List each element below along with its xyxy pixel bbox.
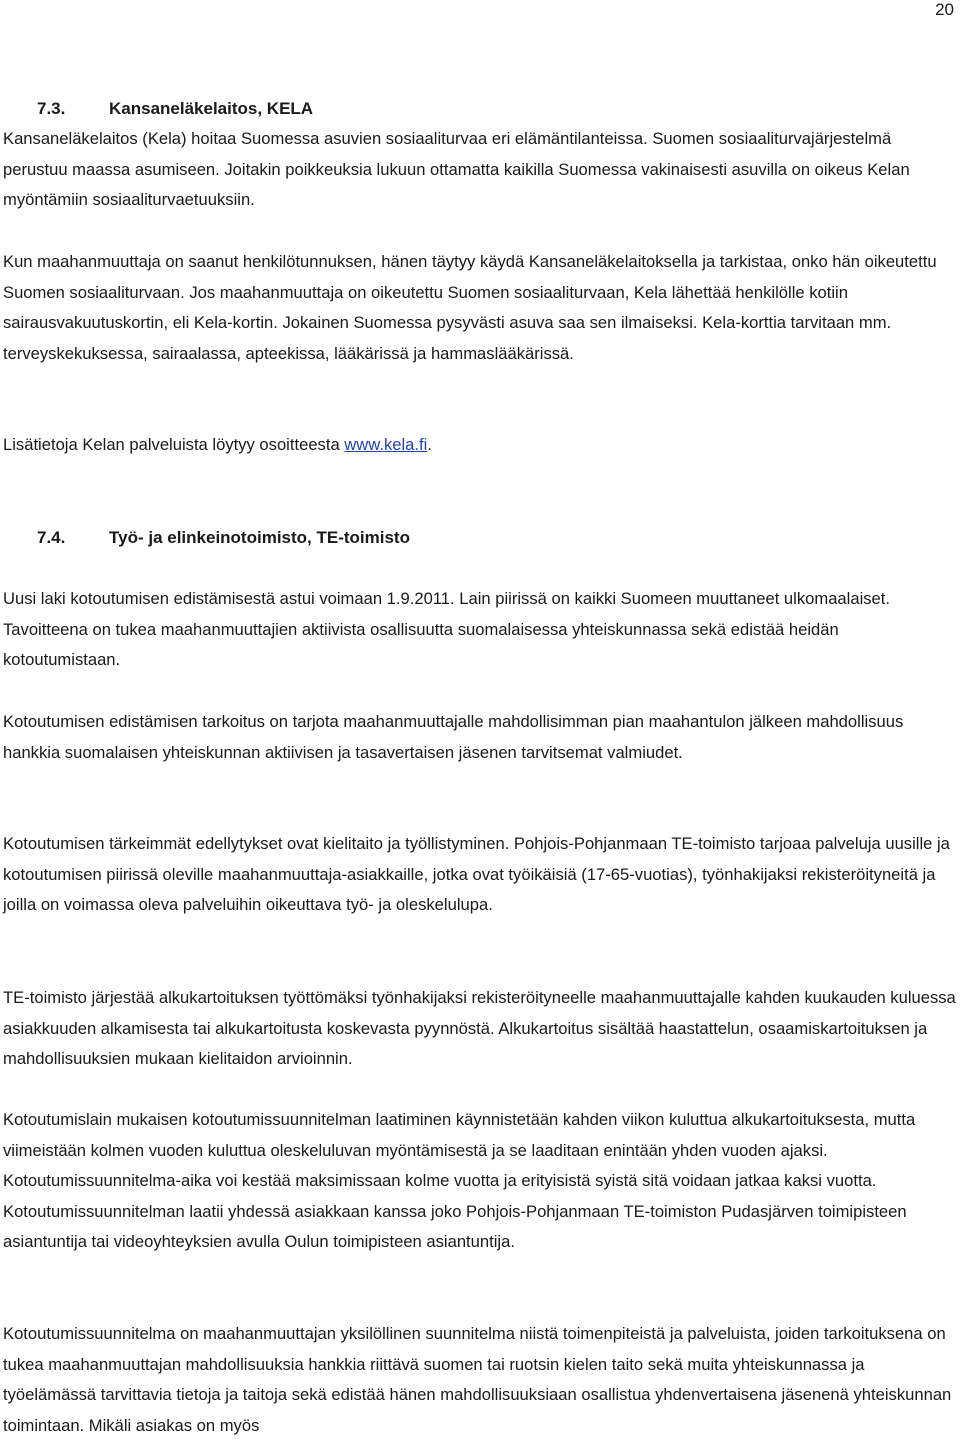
section-title: Työ- ja elinkeinotoimisto, TE-toimisto [109, 528, 410, 547]
paragraph-kela-card: Kun maahanmuuttaja on saanut henkilötunnuksen, hänen täytyy käydä Kansaneläkelaitoksella ja tarkistaa, onko hän oikeutettu Suomen sosiaaliturvaan. Jos maahanmuuttaja on oikeutettu Suomen sosiaaliturvaan, Kela lähettää henkilölle kotiin sairausvakuutuskortin, eli Kela-kortin. Jokainen Suomessa pysyvästi asuva saa sen ilmaiseksi. Kela-korttia tarvitaan mm. terveyskekuksessa, sairaalassa, apteekissa, lääkärissä ja hammaslääkärissä. [3, 252, 937, 363]
paragraph-integration-prerequisites: Kotoutumisen tärkeimmät edellytykset ovat kielitaito ja työllistyminen. Pohjois-Pohjanmaan TE-toimisto tarjoaa palveluja uusille ja kotoutumisen piirissä oleville maahanmuuttaja-asiakkaille, jotka ovat työikäisiä (17-65-vuotias), työnhakijaksi rekisteröityneitä ja joilla on voimassa oleva palveluihin oikeuttava työ- ja oleskelulupa. [3, 834, 950, 915]
paragraph-kela-more-info [3, 430, 958, 461]
section-title: Kansaneläkelaitos, KELA [109, 99, 314, 118]
paragraph-integration-plan-definition: Kotoutumissuunnitelma on maahanmuuttajan yksilöllinen suunnitelma niistä toimenpiteistä ja palveluista, joiden tarkoituksena on tukea maahanmuuttajan mahdollisuuksia hankkia riittävä suomen tai ruotsin kielen taito sekä muita yhteiskunnassa ja työelämässä tarvittavia tietoja ja taitoja sekä edistää hänen mahdollisuuksiaan osallistua yhdenvertaisena jäsenenä yhteiskunnan toimintaan. Mikäli asiakas on myös [3, 1324, 952, 1435]
kela-website-link[interactable]: www.kela.fi [344, 435, 428, 454]
section-number: 7.4. [37, 528, 66, 547]
kela-info-suffix: . [427, 435, 432, 454]
page-number: 20 [935, 0, 954, 19]
paragraph-integration-plan: Kotoutumislain mukaisen kotoutumissuunnitelman laatiminen käynnistetään kahden viikon kuluttua alkukartoituksesta, mutta viimeistään kolmen vuoden kuluttua oleskeluluvan myöntämisestä ja se laaditaan enintään yhden vuoden ajaksi. Kotoutumissuunnitelma-aika voi kestää maksimissaan kolme vuotta ja erityisistä syistä sitä voidaan jatkaa kaksi vuotta. Kotoutumissuunnitelman laatii yhdessä asiakkaan kanssa joko Pohjois-Pohjanmaan TE-toimiston Pudasjärven toimipisteen asiantuntija tai videoyhteyksien avulla Oulun toimipisteen asiantuntija. [3, 1110, 916, 1252]
paragraph-integration-law: Uusi laki kotoutumisen edistämisestä astui voimaan 1.9.2011. Lain piirissä on kaikki Suomeen muuttaneet ulkomaalaiset. Tavoitteena on tukea maahanmuuttajien aktiivista osallisuutta suomalaisessa yhteiskunnassa sekä edistää heidän kotoutumistaan. [3, 589, 891, 670]
paragraph-integration-purpose: Kotoutumisen edistämisen tarkoitus on tarjota maahanmuuttajalle mahdollisimman pian maahantulon jälkeen mahdollisuus hankkia suomalaisen yhteiskunnan aktiivisen ja tasavertaisen jäsenen tarvitsemat valmiudet. [3, 712, 904, 762]
paragraph-kela-intro: Kansaneläkelaitos (Kela) hoitaa Suomessa asuvien sosiaaliturvaa eri elämäntilanteissa. Suomen sosiaaliturvajärjestelmä perustuu maassa asumiseen. Joitakin poikkeuksia lukuun ottamatta kaikilla Suomessa vakinaisesti asuvilla on oikeus Kelan myöntämiin sosiaaliturvaetuuksiin. [3, 129, 910, 210]
kela-info-text: Lisätietoja Kelan palveluista löytyy osoitteesta [3, 435, 345, 454]
paragraph-initial-assessment: TE-toimisto järjestää alkukartoituksen työttömäksi työnhakijaksi rekisteröityneelle maahanmuuttajalle kahden kuukauden kuluessa asiakkuuden alkamisesta tai alkukartoitusta koskevasta pyynnöstä. Alkukartoitus sisältää haastattelun, osaamiskartoituksen ja mahdollisuuksien mukaan kielitaidon arvioinnin. [3, 988, 956, 1069]
section-heading-7-3 [37, 98, 313, 120]
section-number: 7.3. [37, 99, 66, 118]
section-heading-7-4 [37, 527, 410, 549]
